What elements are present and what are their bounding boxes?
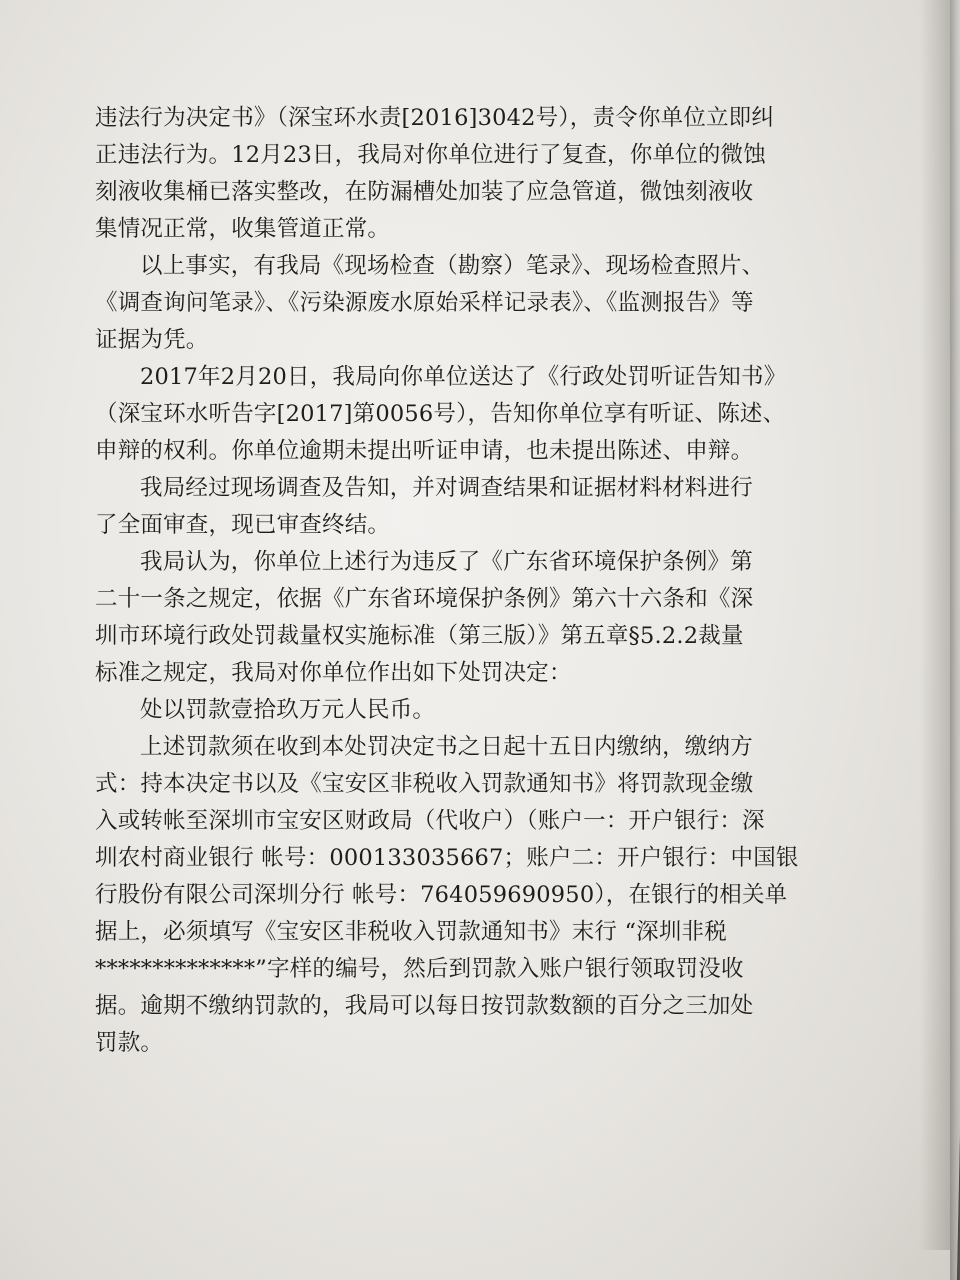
paragraph-p2 — [95, 248, 855, 359]
text-line: 标准之规定，我局对你单位作出如下处罚决定： — [95, 660, 572, 686]
text-line: 上述罚款须在收到本处罚决定书之日起十五日内缴纳，缴纳方 — [140, 734, 753, 760]
text-line: 刻液收集桶已落实整改，在防漏槽处加装了应急管道，微蚀刻液收 — [95, 179, 754, 205]
text-line: 圳市环境行政处罚裁量权实施标准（第三版）》第五章§5.2.2裁量 — [95, 623, 744, 649]
page-edge-shadow — [920, 0, 950, 1250]
text-line: 证据为凭。 — [95, 327, 209, 353]
text-line: 《调查询问笔录》、《污染源废水原始采样记录表》、《监测报告》等 — [95, 290, 754, 316]
text-line: 我局经过现场调查及告知，并对调查结果和证据材料材料进行 — [140, 475, 753, 501]
paragraph-p5 — [95, 544, 855, 692]
text-line: 我局认为，你单位上述行为违反了《广东省环境保护条例》第 — [140, 549, 753, 575]
text-line: 集情况正常，收集管道正常。 — [95, 216, 391, 242]
text-line: 行股份有限公司深圳分行 帐号：764059690950），在银行的相关单 — [95, 882, 788, 908]
text-line: （深宝环水听告字[2017]第0056号），告知你单位享有听证、陈述、 — [95, 401, 786, 427]
paragraph-p7 — [95, 729, 855, 1062]
document-body — [95, 100, 855, 1062]
text-line: 圳农村商业银行 帐号：000133035667；账户二：开户银行：中国银 — [95, 845, 799, 871]
text-line: 据。逾期不缴纳罚款的，我局可以每日按罚款数额的百分之三加处 — [95, 993, 754, 1019]
text-line: 处以罚款壹拾玖万元人民币。 — [140, 697, 436, 723]
text-line: 罚款。 — [95, 1030, 164, 1056]
text-line: 据上，必须填写《宝安区非税收入罚款通知书》末行 “深圳非税 — [95, 919, 727, 945]
text-line: 二十一条之规定，依据《广东省环境保护条例》第六十六条和《深 — [95, 586, 754, 612]
text-line: 申辩的权利。你单位逾期未提出听证申请，也未提出陈述、申辩。 — [95, 438, 754, 464]
paragraph-p6 — [95, 692, 855, 729]
text-line: **************”字样的编号，然后到罚款入账户银行领取罚没收 — [95, 956, 744, 982]
text-line: 入或转帐至深圳市宝安区财政局（代收户）（账户一：开户银行：深 — [95, 808, 765, 834]
text-line: 违法行为决定书》（深宝环水责[2016]3042号），责令你单位立即纠 — [95, 105, 775, 131]
text-line: 式：持本决定书以及《宝安区非税收入罚款通知书》将罚款现金缴 — [95, 771, 754, 797]
paragraph-p1 — [95, 100, 855, 248]
text-line: 了全面审查，现已审查终结。 — [95, 512, 391, 538]
paragraph-p4 — [95, 470, 855, 544]
text-line: 2017年2月20日，我局向你单位送达了《行政处罚听证告知书》 — [140, 364, 787, 390]
paragraph-p3 — [95, 359, 855, 470]
text-line: 以上事实，有我局《现场检查（勘察）笔录》、现场检查照片、 — [140, 253, 765, 279]
text-line: 正违法行为。12月23日，我局对你单位进行了复查，你单位的微蚀 — [95, 142, 766, 168]
